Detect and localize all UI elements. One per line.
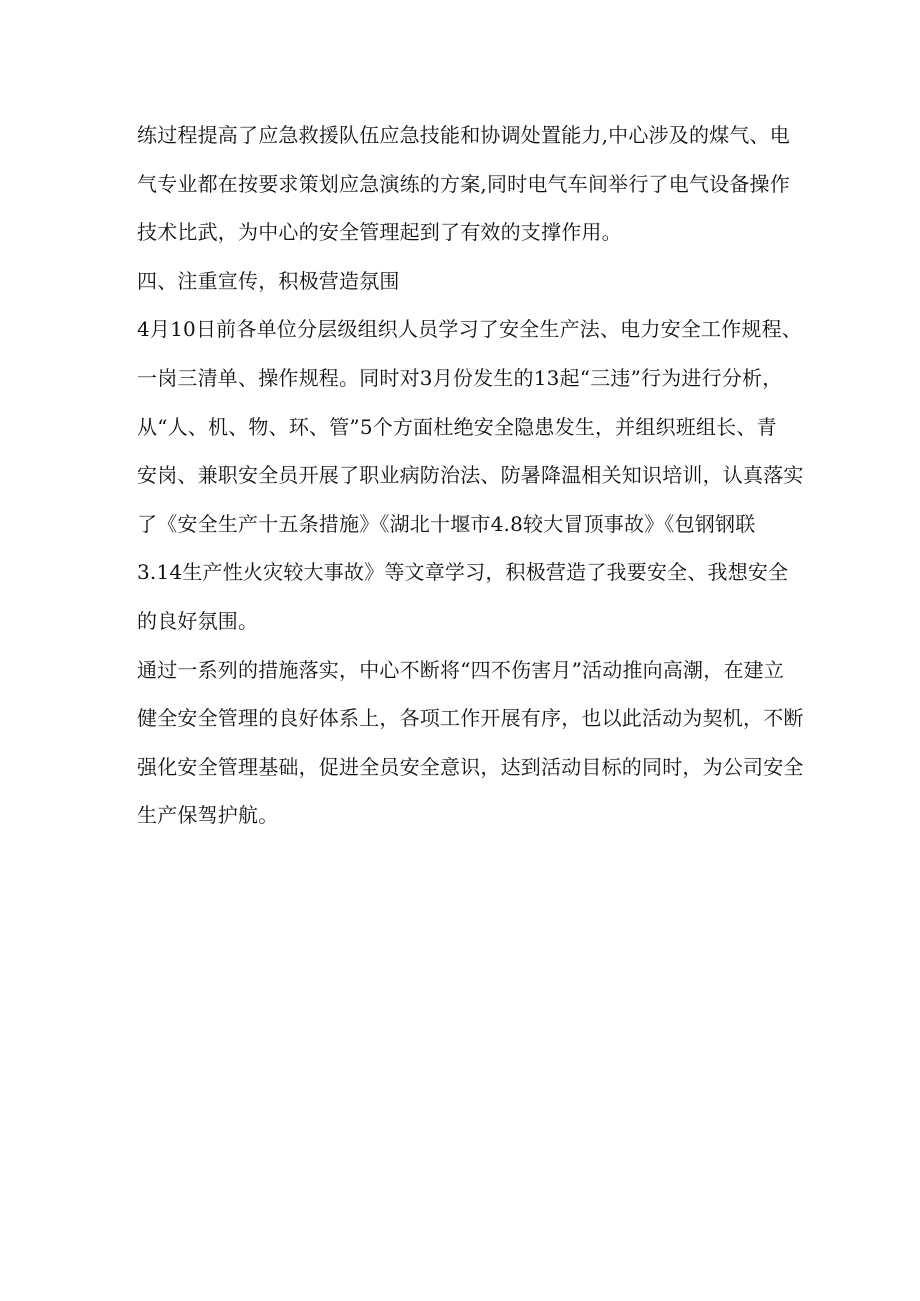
- text-line: 健全安全管理的良好体系上，各项工作开展有序，也以此活动为契机，不断: [137, 706, 804, 731]
- text-line: 技术比武，为中心的安全管理起到了有效的支撑作用。: [137, 220, 622, 245]
- text-line: 通过一系列的措施落实，中心不断将“四不伤害月”活动推向高潮，在建立: [137, 657, 785, 682]
- text-line: 4月10日前各单位分层级组织人员学习了安全生产法、电力安全工作规程、: [137, 317, 802, 342]
- text-line: 了《安全生产十五条措施》《湖北十堰市4.8较大冒顶事故》《包钢钢联: [137, 511, 756, 536]
- paragraph-conclusion: [137, 646, 804, 840]
- paragraph-training-summary: [137, 111, 797, 257]
- text-line: 3.14生产性火灾较大事故》等文章学习，积极营造了我要安全、我想安全: [137, 560, 789, 585]
- text-line: 强化安全管理基础，促进全员安全意识，达到活动目标的同时，为公司安全: [137, 754, 804, 779]
- text-line: 的良好氛围。: [137, 608, 259, 633]
- heading-line: 四、注重宣传，积极营造氛围: [137, 268, 400, 293]
- text-line: 一岗三清单、操作规程。同时对3月份发生的13起“三违”行为进行分析，: [137, 365, 783, 390]
- text-line: 练过程提高了应急救援队伍应急技能和协调处置能力,中心涉及的煤气、电: [137, 123, 790, 147]
- text-line: 从“人、机、物、环、管”5个方面杜绝安全隐患发生，并组织班组长、青: [137, 414, 777, 439]
- section-heading: [137, 257, 797, 306]
- document-body: [137, 111, 804, 840]
- text-line: 气专业都在按要求策划应急演练的方案,同时电气车间举行了电气设备操作: [137, 171, 790, 196]
- paragraph-publicity: [137, 305, 804, 645]
- text-line: 生产保驾护航。: [137, 803, 279, 828]
- text-line: 安岗、兼职安全员开展了职业病防治法、防暑降温相关知识培训，认真落实: [137, 463, 804, 488]
